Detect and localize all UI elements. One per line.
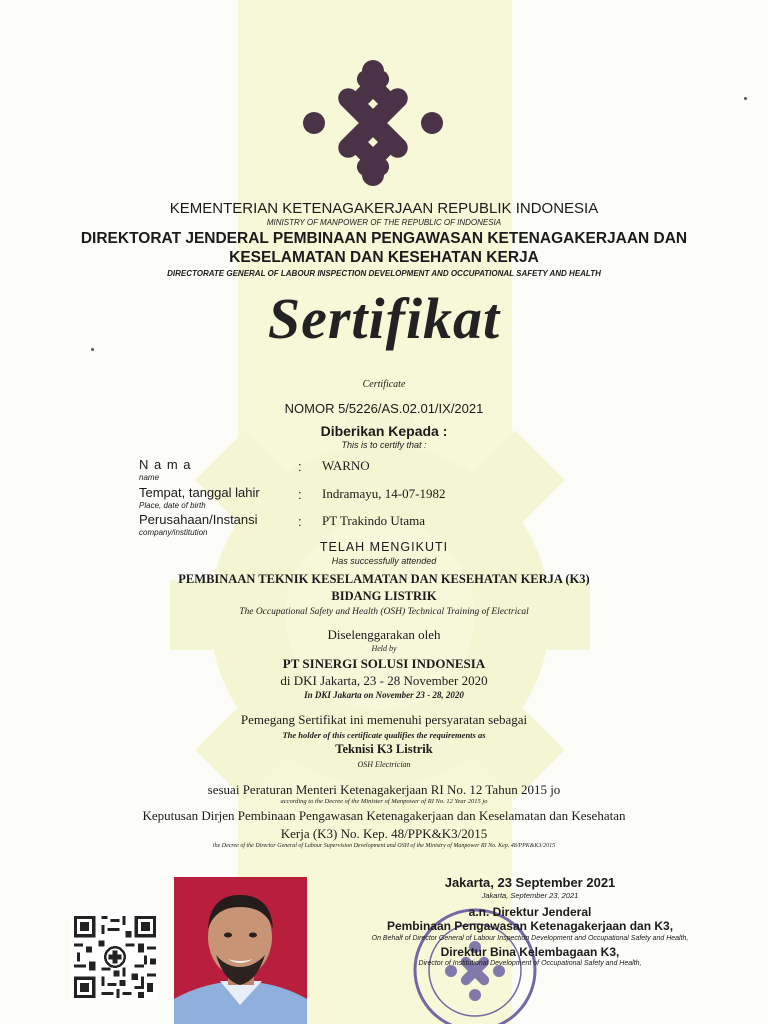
field-value-name: WARNO	[322, 458, 370, 473]
organizer-label-en: Held by	[371, 644, 397, 653]
holder-photo	[174, 877, 307, 1024]
course-line1: PEMBINAAN TEKNIK KESELAMATAN DAN KESEHATAN KERJA (K3)	[178, 572, 590, 586]
certificate-number: NOMOR 5/5226/AS.02.01/IX/2021	[284, 401, 484, 416]
field-colon: :	[298, 459, 302, 474]
signature-date: Jakarta, 23 September 2021	[444, 875, 616, 890]
regulation-line3: Kerja (K3) No. Kep. 48/PPK&K3/2015	[280, 826, 488, 841]
signature-office-line2: Direktur Bina Kelembagaan K3,	[440, 945, 620, 959]
field-colon: :	[298, 487, 302, 502]
certificate-title: Sertifikat	[267, 286, 501, 351]
course-line2: BIDANG LISTRIK	[331, 589, 437, 603]
directorate-line1: DIREKTORAT JENDERAL PEMBINAAN PENGAWASAN KETENAGAKERJAAN DAN	[80, 230, 688, 247]
qualification-text: Pemegang Sertifikat ini memenuhi persyaratan sebagai	[240, 712, 528, 727]
qr-code-icon	[71, 913, 159, 1001]
regulation-line2: Keputusan Dirjen Pembinaan Pengawasan Ketenagakerjaan dan Keselamatan dan Kesehatan	[142, 808, 626, 823]
certificate-title-en: Certificate	[362, 379, 406, 390]
field-value-company: PT Trakindo Utama	[322, 513, 426, 528]
attended-label-en: Has successfully attended	[331, 556, 437, 566]
organizer-place-date-en: In DKI Jakarta on November 23 - 28, 2020	[304, 690, 464, 700]
signature-date-en: Jakarta, September 23, 2021	[481, 891, 579, 900]
field-colon: :	[298, 514, 302, 529]
ministry-name-en: MINISTRY OF MANPOWER OF THE REPUBLIC OF INDONESIA	[266, 218, 502, 227]
scan-speck	[744, 97, 747, 100]
organizer-name: PT SINERGI SOLUSI INDONESIA	[282, 656, 486, 671]
regulation-line3-en: the Decree of the Director General of Labour Supervision Development and OSH of the Ministry of Manpower RI No. Kep. 48/PPK&K3/2015	[212, 843, 556, 849]
ministry-logo-icon	[298, 58, 448, 188]
signature-office-line1-en: On Behalf of Director General of Labour Inspection Development and Occupational Safety and Health,	[371, 935, 689, 942]
signature-on-behalf: a.n. Direktur Jenderal	[468, 905, 592, 919]
signature-office-line1: Pembinaan Pengawasan Ketenagakerjaan dan K3,	[386, 919, 674, 933]
field-label: Tempat, tanggal lahir	[139, 485, 260, 500]
directorate-line2: KESELAMATAN DAN KESEHATAN KERJA	[229, 249, 539, 266]
given-to-label: Diberikan Kepada :	[320, 423, 448, 439]
ministry-name: KEMENTERIAN KETENAGAKERJAAN REPUBLIK INDONESIA	[169, 200, 599, 217]
course-en: The Occupational Safety and Health (OSH) Technical Training of Electrical	[239, 607, 529, 617]
field-label: N a m a	[139, 457, 192, 472]
organizer-place-date: di DKI Jakarta, 23 - 28 November 2020	[280, 673, 488, 688]
regulation-line1-en: according to the Decree of the Minister of Manpower of RI No. 12 Year 2015 jo	[280, 798, 488, 805]
scan-speck	[91, 348, 94, 351]
organizer-label: Diselenggarakan oleh	[327, 627, 441, 642]
signature-office-line2-en: Director of Institutional Development of Occupational Safety and Health,	[418, 960, 642, 967]
field-value-birth: Indramayu, 14-07-1982	[322, 486, 446, 501]
field-label-en: company/institution	[139, 528, 208, 537]
field-label: Perusahaan/Instansi	[139, 512, 258, 527]
field-label-en: name	[139, 473, 160, 482]
directorate-en: DIRECTORATE GENERAL OF LABOUR INSPECTION DEVELOPMENT AND OCCUPATIONAL SAFETY AND HEALTH	[167, 269, 601, 278]
regulation-line1: sesuai Peraturan Menteri Ketenagakerjaan RI No. 12 Tahun 2015 jo	[207, 782, 561, 797]
person-photo-icon	[174, 877, 307, 1024]
qualification-title: Teknisi K3 Listrik	[335, 742, 433, 756]
given-to-label-en: This is to certify that :	[341, 440, 427, 450]
qualification-text-en: The holder of this certificate qualifies the requirements as	[282, 730, 486, 740]
attended-label: TELAH MENGIKUTI	[319, 540, 449, 554]
qualification-title-en: OSH Electrician	[357, 760, 411, 769]
field-label-en: Place, date of birth	[139, 501, 206, 510]
